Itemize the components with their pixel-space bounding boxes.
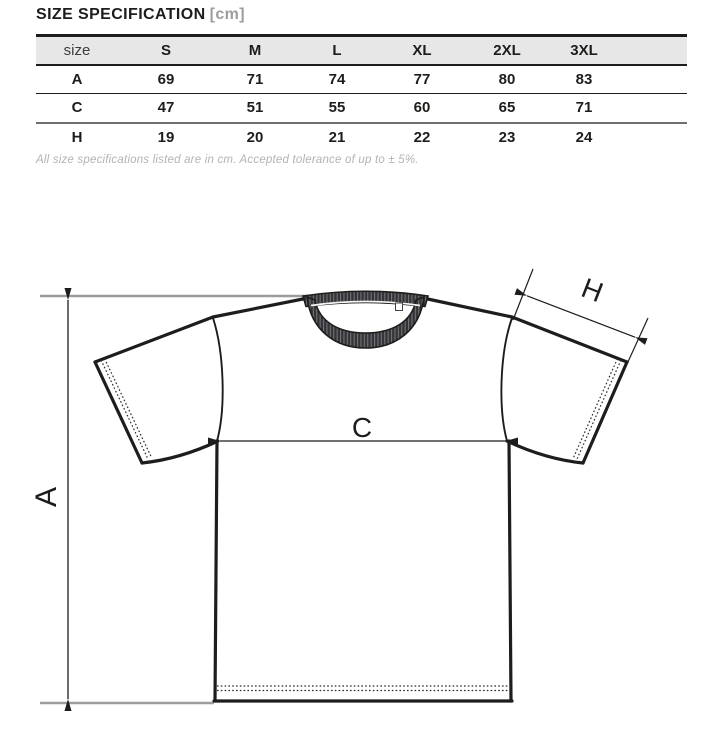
body-right-side-seam — [509, 441, 511, 701]
tolerance-footnote: All size specifications listed are in cm. Accepted tolerance of up to ± 5%. — [36, 154, 419, 166]
value-cell: 55 — [328, 99, 346, 117]
column-header-size: size — [63, 41, 91, 59]
column-header-3xl: 3XL — [570, 41, 598, 59]
value-cell: 83 — [575, 70, 593, 88]
column-header-s: S — [160, 41, 171, 59]
row-label-c: C — [71, 99, 83, 117]
dimension-h-extension-line — [513, 269, 533, 320]
value-cell: 71 — [246, 70, 264, 88]
body-left-side-seam — [215, 441, 217, 701]
dimension-h-label: H — [577, 272, 608, 309]
page-title-main: SIZE SPECIFICATION — [36, 6, 206, 23]
value-cell: 65 — [498, 99, 516, 117]
value-cell: 69 — [157, 70, 175, 88]
value-cell: 77 — [413, 70, 431, 88]
page-title-unit: [cm] — [209, 6, 245, 23]
value-cell: 51 — [246, 99, 264, 117]
dimension-a-label: A — [30, 486, 63, 508]
body-panel — [213, 293, 512, 701]
value-cell: 47 — [157, 99, 175, 117]
value-cell: 20 — [246, 129, 264, 146]
value-cell: 74 — [328, 70, 346, 88]
value-cell: 60 — [413, 99, 431, 117]
column-header-m: M — [248, 41, 262, 59]
value-cell: 21 — [328, 129, 346, 146]
value-cell: 71 — [575, 99, 593, 117]
row-label-h: H — [71, 129, 83, 146]
value-cell: 19 — [157, 129, 175, 146]
value-cell: 80 — [498, 70, 516, 88]
value-cell: 23 — [498, 129, 516, 146]
dimension-c-label: C — [351, 412, 373, 443]
tshirt-outline — [95, 291, 627, 701]
row-label-a: A — [71, 70, 83, 88]
column-header-l: L — [332, 41, 342, 59]
value-cell: 22 — [413, 129, 431, 146]
value-cell: 24 — [575, 129, 593, 146]
dimension-h-extension-line — [627, 318, 648, 364]
dimension-a — [30, 300, 68, 699]
neck-label-tag — [396, 303, 403, 311]
column-header-2xl: 2XL — [493, 41, 521, 59]
column-header-xl: XL — [412, 41, 432, 59]
